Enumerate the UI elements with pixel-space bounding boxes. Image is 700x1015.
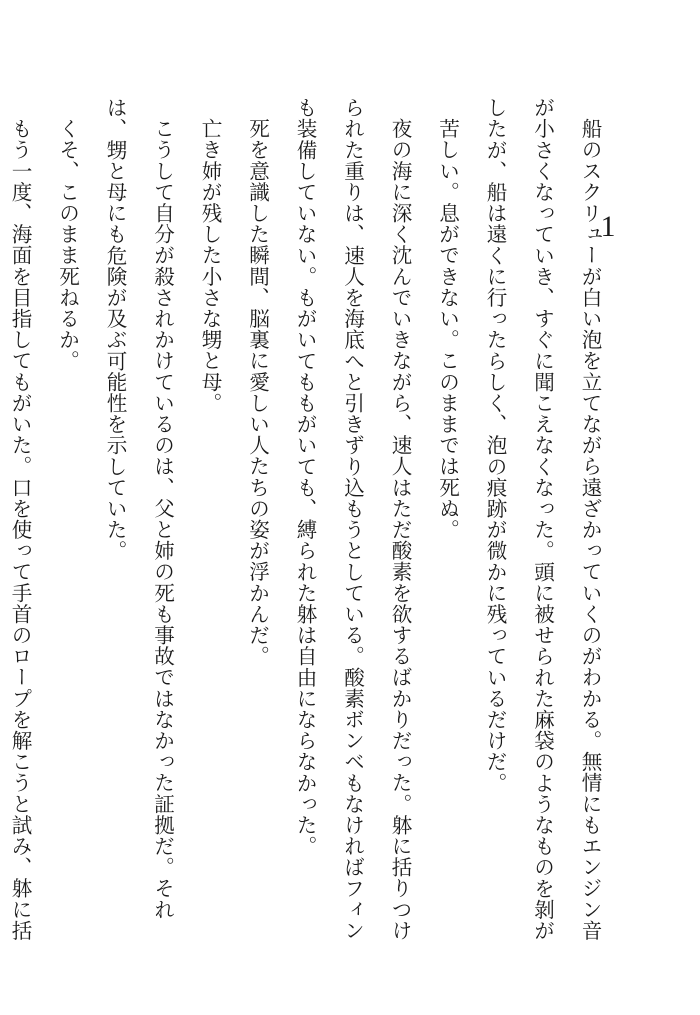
paragraph: もう一度、海面を目指してもがいた。口を使って手首のロープを解こうと試み、躰に括 — [8, 117, 32, 941]
paragraph: こうして自分が殺されかけているのは、父と姉の死も事故ではなかった証拠だ。それは、甥と母にも危険が及ぶ可能性を示していた。 — [103, 97, 175, 920]
paragraph: 死を意識した瞬間、脳裏に愛しい人たちの姿が浮かんだ。 — [245, 117, 270, 667]
chapter-number: 1 — [600, 210, 616, 243]
paragraph: 夜の海に深く沈んでいきながら、速人はただ酸素を欲するばかりだった。躰に括りつけられた重りは、速人を海底へと引きずり込もうとしている。酸素ボンベもなければフィンも装備していない。もがいてももがいても、縛られた躰は自由にならなかった。 — [293, 97, 412, 941]
paragraph: 亡き姉が残した小さな甥と母。 — [198, 117, 222, 413]
vertical-text-body — [8, 97, 613, 957]
paragraph: 船のスクリューが白い泡を立てながら遠ざかっていくのがわかる。無情にもエンジン音が小さくなっていき、すぐに聞こえなくなった。頭に被せられた麻袋のようなものを剝がしたが、船は遠くに行ったらしく、泡の痕跡が微かに残っているだけだ。 — [483, 97, 602, 941]
paragraph: くそ、このまま死ねるか。 — [55, 117, 80, 371]
paragraph: 苦しい。息ができない。このままでは死ぬ。 — [435, 117, 460, 540]
